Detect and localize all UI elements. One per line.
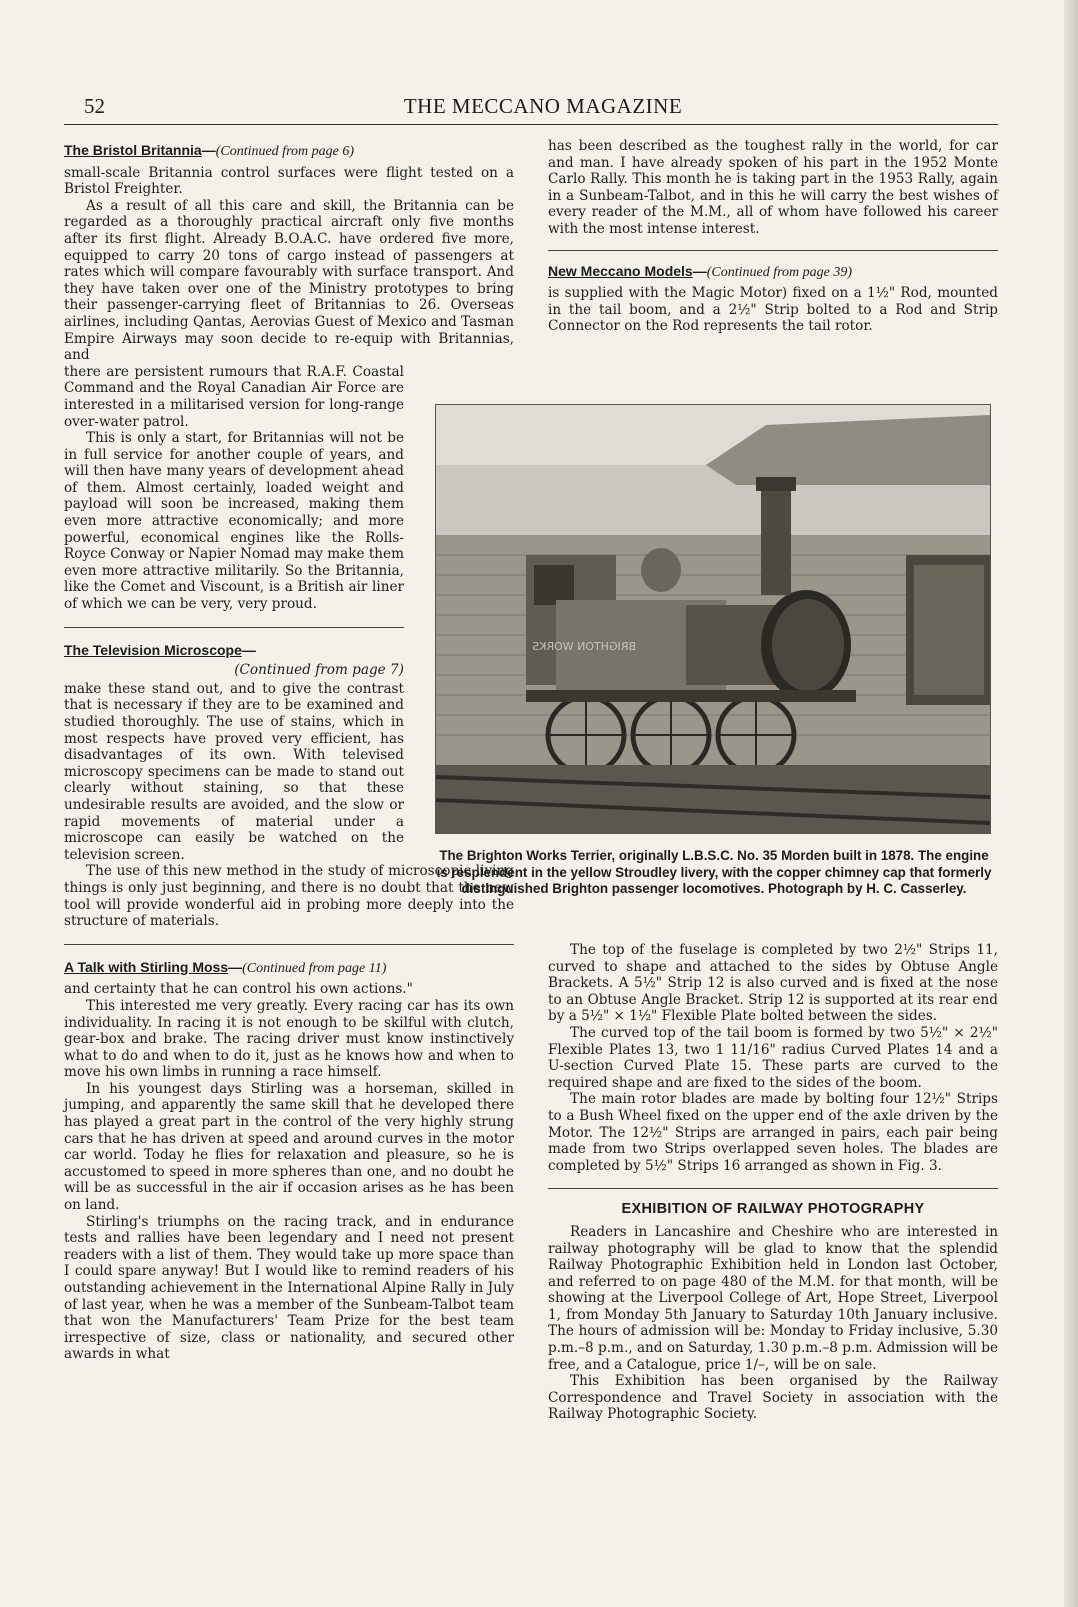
television-paragraph-2: The use of this new method in the study of microscopic living things is only just beginning, and there is no doubt that the new tool will provide wonderful aid in probing more deeply into the structure of materials. xyxy=(64,863,514,930)
moss-paragraph-3: In his youngest days Stirling was a horseman, skilled in jumping, and apparently the same skill that he developed there has played a great part in the control of the very highly strung cars that he has driven at speed and around curves in the motor car world. Today he flies for relaxation and pleasure, so he is accustomed to speed in more spheres than one, and no doubt he will be as successful in the air if occasion arises as he has been on land. xyxy=(64,1080,514,1214)
moss-continued: (Continued from page 11) xyxy=(242,960,387,976)
bristol-paragraph-3: This is only a start, for Britannias will not be in full service for another couple of years, and will then have many years of development ahead of them. Almost certainly, loaded weight and payload will soon be increased, making them even more attractive economically; and more powerful, economical engines like the Rolls-Royce Conway or Napier Nomad may make them even more attractive militarily. So the Britannia, like the Comet and Viscount, is a British air liner of which we can be very, very proud. xyxy=(64,430,404,613)
bristol-paragraph-1: small-scale Britannia control surfaces were flight tested on a Bristol Freighter. xyxy=(64,164,514,198)
models-continued: (Continued from page 39) xyxy=(706,264,853,280)
section-rule xyxy=(64,627,404,628)
models-paragraph-4: The main rotor blades are made by bolting four 12½" Strips to a Bush Wheel fixed on the upper end of the axle driven by the Motor. The 12½" Strips are arranged in pairs, each pair being made from two Strips overlapped seven holes. The blades are completed by 5½" Strips 16 arranged as shown in Fig. 3. xyxy=(548,1091,998,1174)
right-column-top xyxy=(548,138,998,335)
moss-title: A Talk with Stirling Moss xyxy=(64,958,229,975)
locomotive-photo xyxy=(435,404,991,834)
loco-lettering: BRIGHTON WORKS xyxy=(532,640,636,653)
moss-paragraph-5: has been described as the toughest rally in the world, for car and man. I have already spoken of his part in the 1952 Monte Carlo Rally. This month he is taking part in the 1953 Rally, again in a Sunbeam-Talbot, and in this he will carry the best wishes of every reader of the M.M., all of whom have followed his career with the most intense interest. xyxy=(548,138,998,237)
locomotive-illustration xyxy=(436,405,990,833)
moss-paragraph-2: This interested me very greatly. Every racing car has its own individuality. In racing it is not enough to be skilful with clutch, gear-box and brake. The racing driver must know instinctively what to do and when to do it, just as he knows how and when to move his own limbs in running a race himself. xyxy=(64,997,514,1081)
moss-paragraph-1: and certainty that he can control his own actions." xyxy=(64,981,413,998)
moss-paragraph-4: Stirling's triumphs on the racing track, and in endurance tests and rallies have been legendary and I need not present readers with a list of them. They would take up more space than I could spare anyway! But I would like to remind readers of his outstanding achievement in the International Alpine Rally in July of last year, when he was a member of the Sunbeam-Talbot team that won the Manufacturers' Team Prize for the best team irrespective of size, class or nationality, and secured other awards in what xyxy=(64,1213,514,1363)
models-paragraph-3: The curved top of the tail boom is formed by two 5½" × 2½" Flexible Plates 13, two 1 11/16" radius Curved Plates 14 and a U-section Curved Plate 15. These parts are curved to the required shape and are fixed to the sides of the boom. xyxy=(548,1024,998,1091)
bristol-dash: — xyxy=(201,142,216,158)
exhibition-paragraph-1: Readers in Lancashire and Cheshire who are interested in railway photography will be glad to know that the splendid Railway Photographic Exhibition held in London last October, and referred to on page 480 of the M.M. for that month, will be showing at the Liverpool College of Art, Hope Street, Liverpool 1, from Monday 5th January to Saturday 10th January inclusive. The hours of admission will be: Monday to Friday inclusive, 5.30 p.m.–8 p.m., and on Saturday, 1.30 p.m.–8 p.m. Admission will be free, and a Catalogue, price 1/–, will be on sale. xyxy=(548,1223,998,1373)
bristol-paragraph-2: As a result of all this care and skill, the Britannia can be regarded as a thoroughly practical aircraft only five months after its first flight. Already B.O.A.C. have ordered five more, equipped to carry 20 tons of cargo instead of passengers at rates which will compare favourably with surface transport. And they have taken over one of the Ministry prototypes to bring their passenger-carrying fleet of Britannias to 26. Overseas airlines, including Qantas, Aerovias Guest of Mexico and Tasman Empire Airways may soon decide to re-equip with Britannias, and xyxy=(64,197,514,364)
right-column-bottom xyxy=(548,942,998,1423)
models-paragraph-2: The top of the fuselage is completed by two 2½" Strips 11, curved to shape and attached to the sides by Obtuse Angle Brackets. A 5½" Strip 12 is also curved and is fixed at the nose to an Obtuse Angle Bracket. Strip 12 is supported at its rear end by a 5½" × 1½" Flexible Plate bolted between the sides. xyxy=(548,942,998,1025)
television-dash: — xyxy=(241,641,256,658)
moss-heading xyxy=(64,959,514,978)
bristol-continued: (Continued from page 6) xyxy=(215,144,354,159)
bristol-heading xyxy=(64,142,514,161)
exhibition-heading: EXHIBITION OF RAILWAY PHOTOGRAPHY xyxy=(621,1201,925,1218)
models-paragraph-1: is supplied with the Magic Motor) fixed on a 1½" Rod, mounted in the tail boom, and a 2½" Strip bolted to a Rod and Strip Connector on the Rod represents the tail rotor. xyxy=(548,285,998,335)
bristol-title: The Bristol Britannia xyxy=(64,142,202,158)
exhibition-paragraph-2: This Exhibition has been organised by the Railway Correspondence and Travel Society in association with the Railway Photographic Society. xyxy=(548,1373,998,1423)
television-heading xyxy=(64,642,404,659)
section-rule xyxy=(548,1188,998,1189)
television-continued: (Continued from page 7) xyxy=(234,662,404,679)
television-paragraph-1: make these stand out, and to give the contrast that is necessary if they are to be examined and studied thoroughly. The use of stains, which in most respects have proved very efficient, has disadvantages of its own. With televised microscopy specimens can be made to stand out clearly without staining, so that these undesirable results are avoided, and the slow or rapid movements of material under a microscope can easily be watched on the television screen. xyxy=(64,680,404,863)
section-rule xyxy=(548,250,998,251)
page-edge xyxy=(1064,0,1078,1607)
page-header xyxy=(84,94,1002,124)
models-heading xyxy=(548,263,998,282)
bristol-paragraph-2b: there are persistent rumours that R.A.F. Coastal Command and the Royal Canadian Air Force are interested in a militarised version for long-range over-water patrol. xyxy=(64,363,404,430)
moss-dash: — xyxy=(228,958,243,975)
models-dash: — xyxy=(692,262,707,279)
models-title: New Meccano Models xyxy=(548,262,693,279)
header-rule xyxy=(64,124,998,125)
television-title: The Television Microscope xyxy=(64,641,242,658)
magazine-title: THE MECCANO MAGAZINE xyxy=(403,94,683,118)
photo-caption: The Brighton Works Terrier, originally L.B.S.C. No. 35 Morden built in 1878. The engine is resplendent in the yellow Stroudley livery, with the copper chimney cap that formerly distinguished Brighton passenger locomotives. Photograph by H. C. Casserley. xyxy=(436,848,992,897)
page-number: 52 xyxy=(84,94,105,118)
section-rule xyxy=(64,944,514,945)
